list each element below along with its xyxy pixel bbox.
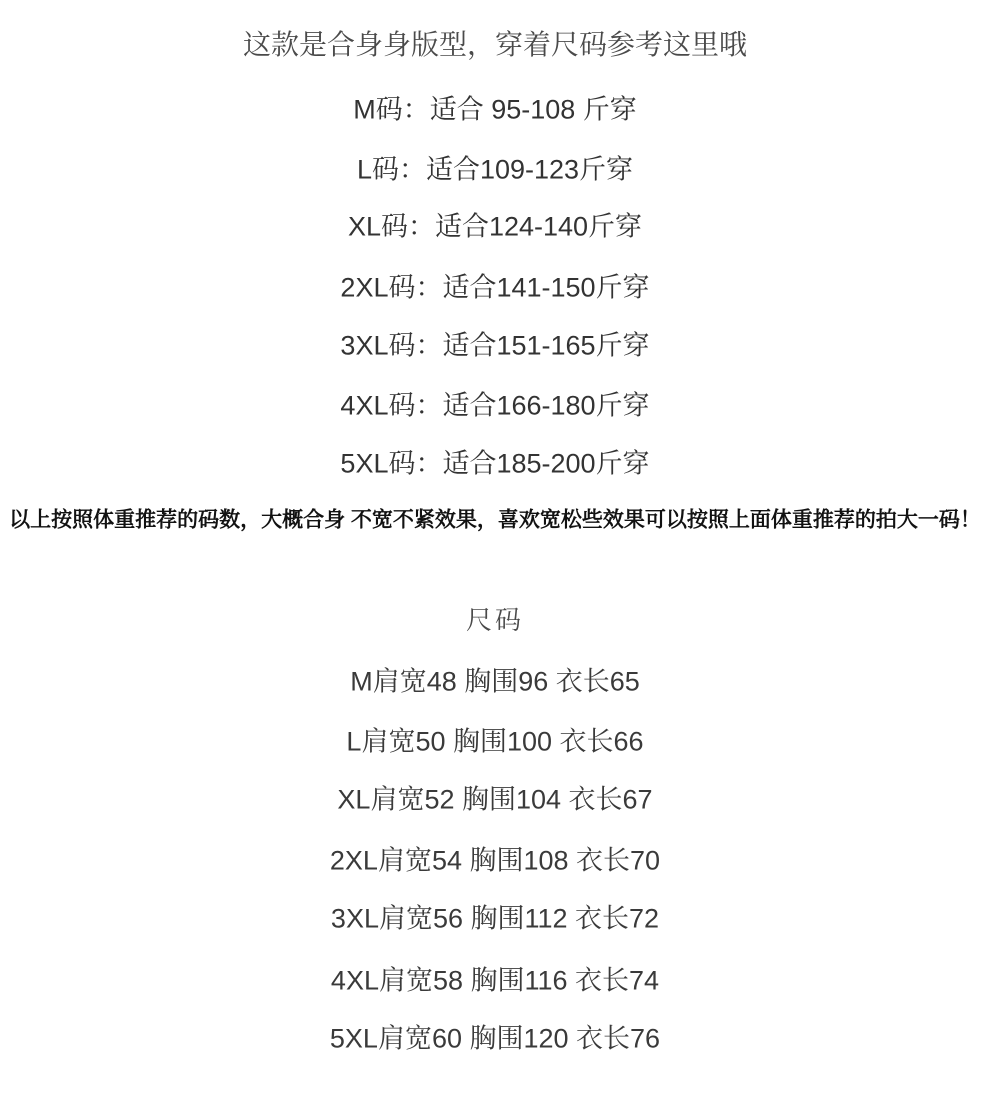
- measurement-row-5xl: 5XL肩宽60 胸围120 衣长76: [329, 1023, 661, 1054]
- fit-advice-note: 以上按照体重推荐的码数，大概合身 不宽不紧效果，喜欢宽松些效果可以按照上面体重推荐的拍大一码！: [9, 508, 981, 532]
- measurement-row-l: L肩宽50 胸围100 衣长66: [346, 726, 644, 757]
- weight-row-xl: XL码：适合124-140斤穿: [347, 211, 643, 242]
- weight-row-4xl: 4XL码：适合166-180斤穿: [340, 390, 650, 421]
- measurement-row-3xl: 3XL肩宽56 胸围112 衣长72: [330, 903, 660, 934]
- weight-row-5xl: 5XL码：适合185-200斤穿: [340, 448, 650, 479]
- measurement-row-2xl: 2XL肩宽54 胸围108 衣长70: [329, 845, 661, 876]
- size-chart-title: 尺码: [465, 606, 524, 635]
- weight-row-l: L码：适合109-123斤穿: [356, 154, 634, 185]
- measurement-row-m: M肩宽48 胸围96 衣长65: [350, 666, 640, 697]
- weight-row-2xl: 2XL码：适合141-150斤穿: [340, 272, 650, 303]
- fit-guide-title: 这款是合身身版型，穿着尺码参考这里哦: [242, 30, 747, 61]
- weight-row-3xl: 3XL码：适合151-165斤穿: [340, 330, 650, 361]
- weight-row-m: M码：适合 95-108 斤穿: [353, 94, 637, 125]
- measurement-row-4xl: 4XL肩宽58 胸围116 衣长74: [330, 965, 660, 996]
- measurement-row-xl: XL肩宽52 胸围104 衣长67: [337, 784, 653, 815]
